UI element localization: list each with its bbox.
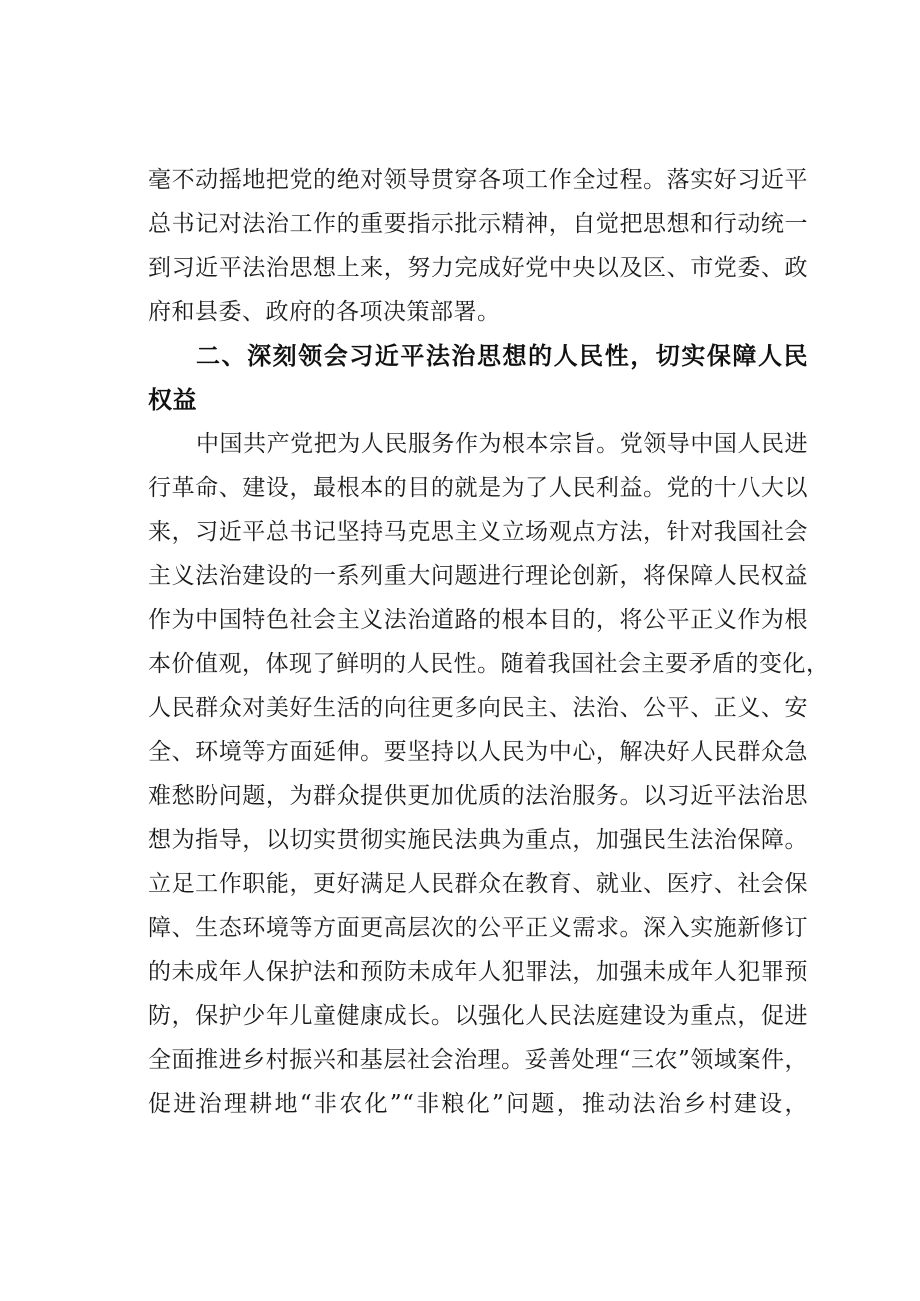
paragraph-line: 障、生态环境等方面更高层次的公平正义需求。深入实施新修订 [148, 915, 808, 941]
paragraph-line: 全、环境等方面延伸。要坚持以人民为中心，解决好人民群众急 [148, 739, 808, 765]
paragraph-line: 立足工作职能，更好满足人民群众在教育、就业、医疗、社会保 [148, 871, 808, 897]
paragraph-line: 防，保护少年儿童健康成长。以强化人民法庭建设为重点，促进 [148, 1003, 808, 1029]
paragraph-line: 本价值观，体现了鲜明的人民性。随着我国社会主要矛盾的变化， [148, 651, 830, 677]
paragraph-line: 难愁盼问题，为群众提供更加优质的法治服务。以习近平法治思 [148, 783, 808, 809]
paragraph-line: 来，习近平总书记坚持马克思主义立场观点方法，针对我国社会 [148, 519, 808, 545]
paragraph-line: 毫不动摇地把党的绝对领导贯穿各项工作全过程。落实好习近平 [148, 167, 808, 193]
section-heading: 二、深刻领会习近平法治思想的人民性，切实保障人民 [196, 342, 808, 370]
paragraph-line: 中国共产党把为人民服务作为根本宗旨。党领导中国人民进 [196, 431, 808, 457]
paragraph-line: 的未成年人保护法和预防未成年人犯罪法，加强未成年人犯罪预 [148, 959, 808, 985]
paragraph-line: 到习近平法治思想上来，努力完成好党中央以及区、市党委、政 [148, 255, 808, 281]
paragraph-line: 府和县委、政府的各项决策部署。 [148, 299, 501, 325]
section-heading-continuation: 权益 [148, 386, 197, 414]
paragraph-line: 全面推进乡村振兴和基层社会治理。妥善处理“三农”领域案件， [148, 1047, 808, 1073]
paragraph-line: 想为指导，以切实贯彻实施民法典为重点，加强民生法治保障。 [148, 827, 808, 853]
paragraph-line: 主义法治建设的一系列重大问题进行理论创新，将保障人民权益 [148, 563, 808, 589]
paragraph-line: 人民群众对美好生活的向往更多向民主、法治、公平、正义、安 [148, 695, 808, 721]
paragraph-line: 促进治理耕地“非农化”“非粮化”问题，推动法治乡村建设， [148, 1091, 808, 1117]
paragraph-line: 总书记对法治工作的重要指示批示精神，自觉把思想和行动统一 [148, 211, 808, 237]
paragraph-line: 作为中国特色社会主义法治道路的根本目的，将公平正义作为根 [148, 607, 808, 633]
paragraph-line: 行革命、建设，最根本的目的就是为了人民利益。党的十八大以 [148, 475, 808, 501]
